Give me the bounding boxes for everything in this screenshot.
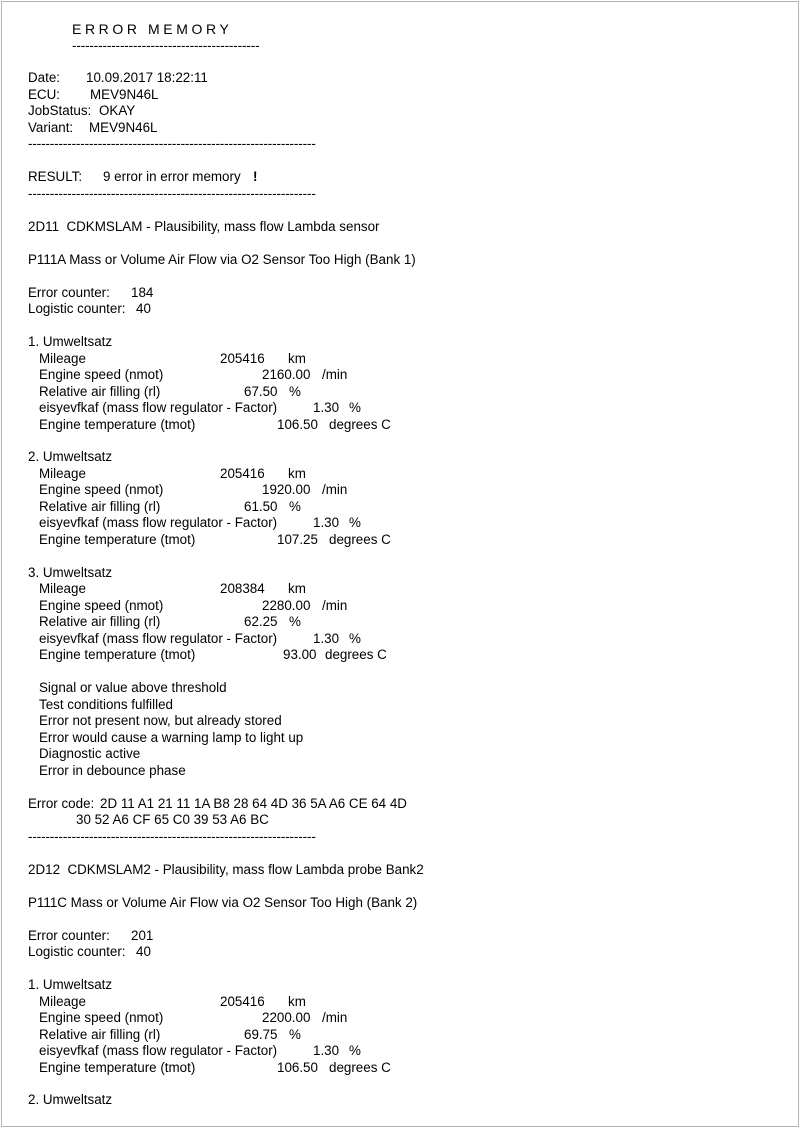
env-unit: /min <box>322 1010 348 1025</box>
env-label: Engine temperature (tmot) <box>39 1060 196 1075</box>
env-value: 2280.00 <box>262 598 311 613</box>
env-row-engine-temp <box>39 417 739 434</box>
env-value: 205416 <box>220 351 265 366</box>
logistic-counter-value: 40 <box>136 301 151 316</box>
env-row-flow-factor <box>39 515 739 532</box>
env-label: Mileage <box>39 994 86 1009</box>
env-row-flow-factor <box>39 1043 739 1060</box>
env-unit: degrees C <box>325 647 387 662</box>
env-row-mileage <box>39 466 739 483</box>
ecu-label: ECU: <box>28 87 60 102</box>
date-label: Date: <box>28 70 61 85</box>
status-line: Error in debounce phase <box>39 763 186 778</box>
logistic-counter-label: Logistic counter: <box>28 944 126 959</box>
env-row-engine-speed <box>39 1010 739 1027</box>
env-unit: km <box>288 994 306 1009</box>
env-value: 1920.00 <box>262 482 311 497</box>
env-value: 69.75 <box>244 1027 278 1042</box>
result-label: RESULT: <box>28 169 83 184</box>
env-unit: % <box>349 400 361 415</box>
umweltsatz-title: 2. Umweltsatz <box>28 1092 113 1107</box>
env-unit: /min <box>322 598 348 613</box>
env-value: 205416 <box>220 994 265 1009</box>
env-unit: km <box>288 581 306 596</box>
env-row-flow-factor <box>39 631 739 648</box>
env-label: Engine speed (nmot) <box>39 482 164 497</box>
umweltsatz-title: 2. Umweltsatz <box>28 449 113 464</box>
env-label: Relative air filling (rl) <box>39 1027 161 1042</box>
env-unit: /min <box>322 367 348 382</box>
env-label: eisyevfkaf (mass flow regulator - Factor) <box>39 1043 278 1058</box>
status-line: Error not present now, but already stored <box>39 713 282 728</box>
env-value: 1.30 <box>313 631 340 646</box>
report-title: ERROR MEMORY <box>72 21 233 37</box>
env-unit: % <box>289 1027 301 1042</box>
env-value: 2200.00 <box>262 1010 311 1025</box>
separator: ------------------------------------------------------------------ <box>28 136 316 151</box>
error-heading: 2D11 CDKMSLAM - Plausibility, mass flow Lambda sensor <box>28 219 380 234</box>
env-label: Mileage <box>39 351 86 366</box>
error-pcode: P111C Mass or Volume Air Flow via O2 Sensor Too High (Bank 2) <box>28 895 418 910</box>
error-code-line: 30 52 A6 CF 65 C0 39 53 A6 BC <box>76 812 269 827</box>
env-value: 93.00 <box>283 647 317 662</box>
env-unit: % <box>289 614 301 629</box>
env-row-engine-temp <box>39 532 739 549</box>
env-unit: % <box>349 515 361 530</box>
error-memory-report <box>1 1 799 1127</box>
env-unit: % <box>349 1043 361 1058</box>
status-line: Test conditions fulfilled <box>39 697 173 712</box>
env-row-flow-factor <box>39 400 739 417</box>
env-label: Engine speed (nmot) <box>39 367 164 382</box>
env-row-engine-temp <box>39 647 739 664</box>
env-row-air-filling <box>39 499 739 516</box>
env-row-air-filling <box>39 614 739 631</box>
env-unit: degrees C <box>329 1060 391 1075</box>
jobstatus-label: JobStatus: <box>28 103 92 118</box>
env-label: eisyevfkaf (mass flow regulator - Factor) <box>39 515 278 530</box>
error-code-label: Error code: <box>28 796 95 811</box>
status-line: Error would cause a warning lamp to light up <box>39 730 304 745</box>
env-label: Relative air filling (rl) <box>39 614 161 629</box>
env-row-air-filling <box>39 384 739 401</box>
error-counter-label: Error counter: <box>28 285 110 300</box>
result-mark: ! <box>253 169 258 184</box>
env-value: 1.30 <box>313 1043 340 1058</box>
env-label: Mileage <box>39 581 86 596</box>
env-unit: /min <box>322 482 348 497</box>
env-label: Mileage <box>39 466 86 481</box>
error-counter-label: Error counter: <box>28 928 110 943</box>
env-value: 62.25 <box>244 614 278 629</box>
env-row-engine-speed <box>39 367 739 384</box>
env-row-mileage <box>39 994 739 1011</box>
result-value: 9 error in error memory <box>103 169 241 184</box>
env-label: Engine speed (nmot) <box>39 598 164 613</box>
env-label: eisyevfkaf (mass flow regulator - Factor) <box>39 400 278 415</box>
env-value: 106.50 <box>277 417 318 432</box>
env-value: 106.50 <box>277 1060 318 1075</box>
status-line: Signal or value above threshold <box>39 680 227 695</box>
status-line: Diagnostic active <box>39 746 141 761</box>
separator: ------------------------------------------------------------------ <box>28 829 316 844</box>
env-unit: % <box>289 499 301 514</box>
error-counter-value: 184 <box>131 285 154 300</box>
separator: ------------------------------------------------------------------ <box>28 186 316 201</box>
title-underline: ------------------------------------------- <box>72 38 260 53</box>
env-label: Engine temperature (tmot) <box>39 417 196 432</box>
env-value: 67.50 <box>244 384 278 399</box>
env-unit: % <box>289 384 301 399</box>
env-label: eisyevfkaf (mass flow regulator - Factor) <box>39 631 278 646</box>
error-pcode: P111A Mass or Volume Air Flow via O2 Sensor Too High (Bank 1) <box>28 252 416 267</box>
error-heading: 2D12 CDKMSLAM2 - Plausibility, mass flow Lambda probe Bank2 <box>28 862 424 877</box>
env-value: 61.50 <box>244 499 278 514</box>
ecu-value: MEV9N46L <box>90 87 159 102</box>
env-row-engine-speed <box>39 598 739 615</box>
umweltsatz-title: 3. Umweltsatz <box>28 565 113 580</box>
jobstatus-value: OKAY <box>99 103 136 118</box>
umweltsatz-title: 1. Umweltsatz <box>28 977 113 992</box>
error-code-line: 2D 11 A1 21 11 1A B8 28 64 4D 36 5A A6 CE 64 4D <box>100 796 407 811</box>
logistic-counter-value: 40 <box>136 944 151 959</box>
date-value: 10.09.2017 18:22:11 <box>86 70 208 85</box>
env-value: 1.30 <box>313 515 340 530</box>
env-row-engine-temp <box>39 1060 739 1077</box>
env-unit: km <box>288 351 306 366</box>
env-unit: % <box>349 631 361 646</box>
env-row-engine-speed <box>39 482 739 499</box>
env-value: 1.30 <box>313 400 340 415</box>
env-value: 205416 <box>220 466 265 481</box>
env-label: Engine temperature (tmot) <box>39 647 196 662</box>
env-unit: km <box>288 466 306 481</box>
variant-value: MEV9N46L <box>89 120 158 135</box>
variant-label: Variant: <box>28 120 74 135</box>
env-unit: degrees C <box>329 532 391 547</box>
env-value: 2160.00 <box>262 367 311 382</box>
env-unit: degrees C <box>329 417 391 432</box>
env-label: Relative air filling (rl) <box>39 499 161 514</box>
env-row-mileage <box>39 351 739 368</box>
env-value: 107.25 <box>277 532 318 547</box>
logistic-counter-label: Logistic counter: <box>28 301 126 316</box>
env-value: 208384 <box>220 581 265 596</box>
env-label: Engine speed (nmot) <box>39 1010 164 1025</box>
error-counter-value: 201 <box>131 928 154 943</box>
env-row-air-filling <box>39 1027 739 1044</box>
env-label: Engine temperature (tmot) <box>39 532 196 547</box>
umweltsatz-title: 1. Umweltsatz <box>28 334 113 349</box>
env-label: Relative air filling (rl) <box>39 384 161 399</box>
env-row-mileage <box>39 581 739 598</box>
